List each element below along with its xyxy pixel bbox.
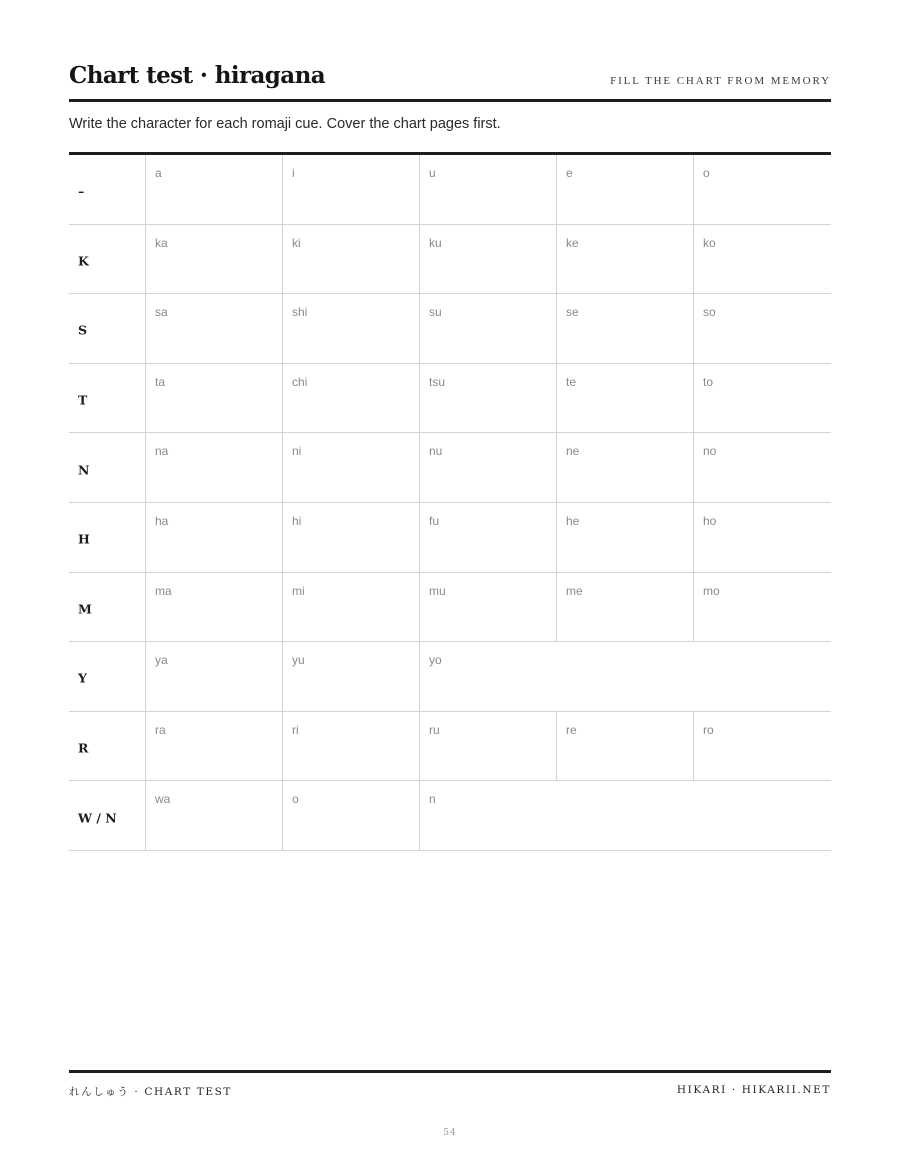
answer-cell[interactable] xyxy=(420,225,557,294)
answer-cell[interactable] xyxy=(420,781,831,850)
page-header xyxy=(69,60,831,102)
romaji-cue: tsu xyxy=(429,374,446,389)
romaji-cue: te xyxy=(566,374,577,389)
row-label-cell xyxy=(69,503,146,572)
instruction-text: Write the character for each romaji cue. Cover the chart pages first. xyxy=(69,116,501,132)
romaji-cue: u xyxy=(429,166,436,180)
row-label-cell xyxy=(69,294,146,363)
chart-row xyxy=(69,642,831,712)
answer-cell[interactable] xyxy=(557,433,694,502)
answer-cell[interactable] xyxy=(557,364,694,433)
romaji-cue: shi xyxy=(292,305,308,320)
romaji-cue: o xyxy=(292,792,299,807)
answer-cell[interactable] xyxy=(557,225,694,294)
romaji-cue: chi xyxy=(292,374,308,389)
answer-cell[interactable] xyxy=(557,503,694,572)
romaji-cue: ma xyxy=(155,583,172,598)
romaji-cue: e xyxy=(566,166,573,180)
answer-cell[interactable] xyxy=(283,155,420,224)
answer-cell[interactable] xyxy=(420,642,831,711)
romaji-cue: yo xyxy=(429,653,442,668)
page-number: 54 xyxy=(443,1128,457,1138)
romaji-cue: no xyxy=(703,444,717,459)
answer-cell[interactable] xyxy=(146,364,283,433)
row-label-cell xyxy=(69,781,146,850)
row-label-cell xyxy=(69,364,146,433)
answer-cell[interactable] xyxy=(420,573,557,642)
chart-row xyxy=(69,364,831,434)
romaji-cue: yu xyxy=(292,653,305,668)
chart-row xyxy=(69,155,831,225)
row-label: T xyxy=(78,392,88,408)
romaji-cue: ya xyxy=(155,653,168,668)
romaji-cue: me xyxy=(566,583,583,598)
answer-cell[interactable] xyxy=(283,364,420,433)
romaji-cue: mi xyxy=(292,583,305,598)
answer-cell[interactable] xyxy=(283,781,420,850)
answer-cell[interactable] xyxy=(694,364,831,433)
romaji-cue: ko xyxy=(703,235,716,250)
romaji-cue: a xyxy=(155,166,162,180)
row-label-cell xyxy=(69,155,146,224)
page-footer xyxy=(69,1070,831,1100)
answer-cell[interactable] xyxy=(146,781,283,850)
answer-cell[interactable] xyxy=(283,294,420,363)
answer-cell[interactable] xyxy=(694,294,831,363)
romaji-cue: ta xyxy=(155,374,166,389)
page-title: Chart test · hiragana xyxy=(69,62,326,89)
row-label: R xyxy=(78,740,89,756)
chart-row xyxy=(69,225,831,295)
romaji-cue: ne xyxy=(566,444,580,459)
answer-cell[interactable] xyxy=(557,294,694,363)
romaji-cue: hi xyxy=(292,513,302,528)
romaji-cue: ki xyxy=(292,235,301,250)
romaji-cue: ro xyxy=(703,722,714,737)
footer-site-label: HIKARI · HIKARII.NET xyxy=(676,1084,831,1096)
chart-row xyxy=(69,712,831,782)
romaji-cue: fu xyxy=(429,513,440,528)
answer-cell[interactable] xyxy=(420,433,557,502)
romaji-cue: to xyxy=(703,374,714,389)
answer-cell[interactable] xyxy=(146,712,283,781)
row-label: M xyxy=(78,601,92,617)
answer-cell[interactable] xyxy=(146,503,283,572)
romaji-cue: nu xyxy=(429,444,443,459)
answer-cell[interactable] xyxy=(146,155,283,224)
chart-row xyxy=(69,294,831,364)
romaji-cue: re xyxy=(566,722,577,737)
romaji-cue: se xyxy=(566,305,579,320)
row-label: K xyxy=(78,253,89,269)
romaji-cue: ka xyxy=(155,235,168,250)
romaji-cue: he xyxy=(566,513,580,528)
answer-cell[interactable] xyxy=(146,573,283,642)
answer-cell[interactable] xyxy=(283,642,420,711)
romaji-cue: sa xyxy=(155,305,168,320)
romaji-cue: so xyxy=(703,305,716,320)
answer-cell[interactable] xyxy=(557,712,694,781)
romaji-cue: n xyxy=(429,792,436,807)
romaji-cue: ku xyxy=(429,235,442,250)
romaji-cue: mu xyxy=(429,583,446,598)
row-label-cell xyxy=(69,712,146,781)
romaji-cue: i xyxy=(292,166,295,180)
hiragana-chart-table xyxy=(69,152,831,851)
chart-row xyxy=(69,781,831,851)
answer-cell[interactable] xyxy=(694,225,831,294)
row-label-cell xyxy=(69,573,146,642)
row-label-cell xyxy=(69,642,146,711)
answer-cell[interactable] xyxy=(694,503,831,572)
answer-cell[interactable] xyxy=(557,573,694,642)
answer-cell[interactable] xyxy=(420,294,557,363)
row-label: N xyxy=(78,461,90,477)
row-label: – xyxy=(78,183,85,199)
answer-cell[interactable] xyxy=(283,433,420,502)
answer-cell[interactable] xyxy=(146,225,283,294)
chart-row xyxy=(69,573,831,643)
footer-section-label: れんしゅう · CHART TEST xyxy=(69,1086,233,1098)
page-subtitle: FILL THE CHART FROM MEMORY xyxy=(610,75,831,87)
romaji-cue: ni xyxy=(292,444,302,459)
answer-cell[interactable] xyxy=(694,433,831,502)
answer-cell[interactable] xyxy=(694,155,831,224)
answer-cell[interactable] xyxy=(694,712,831,781)
romaji-cue: ho xyxy=(703,513,717,528)
answer-cell[interactable] xyxy=(557,155,694,224)
answer-cell[interactable] xyxy=(694,573,831,642)
romaji-cue: su xyxy=(429,305,442,320)
answer-cell[interactable] xyxy=(283,712,420,781)
row-label: H xyxy=(78,531,90,547)
answer-cell[interactable] xyxy=(146,294,283,363)
answer-cell[interactable] xyxy=(420,712,557,781)
romaji-cue: na xyxy=(155,444,169,459)
row-label: Y xyxy=(78,670,87,686)
answer-cell[interactable] xyxy=(283,225,420,294)
row-label-cell xyxy=(69,225,146,294)
romaji-cue: wa xyxy=(155,792,171,807)
romaji-cue: ra xyxy=(155,722,166,737)
romaji-cue: mo xyxy=(703,583,720,598)
romaji-cue: ri xyxy=(292,722,299,737)
romaji-cue: o xyxy=(703,166,710,180)
romaji-cue: ha xyxy=(155,513,169,528)
answer-cell[interactable] xyxy=(146,433,283,502)
answer-cell[interactable] xyxy=(146,642,283,711)
row-label: W / N xyxy=(78,809,117,825)
answer-cell[interactable] xyxy=(420,364,557,433)
romaji-cue: ke xyxy=(566,235,579,250)
row-label-cell xyxy=(69,433,146,502)
answer-cell[interactable] xyxy=(420,503,557,572)
chart-row xyxy=(69,503,831,573)
answer-cell[interactable] xyxy=(420,155,557,224)
row-label: S xyxy=(78,322,88,338)
answer-cell[interactable] xyxy=(283,503,420,572)
romaji-cue: ru xyxy=(429,722,440,737)
chart-row xyxy=(69,433,831,503)
answer-cell[interactable] xyxy=(283,573,420,642)
